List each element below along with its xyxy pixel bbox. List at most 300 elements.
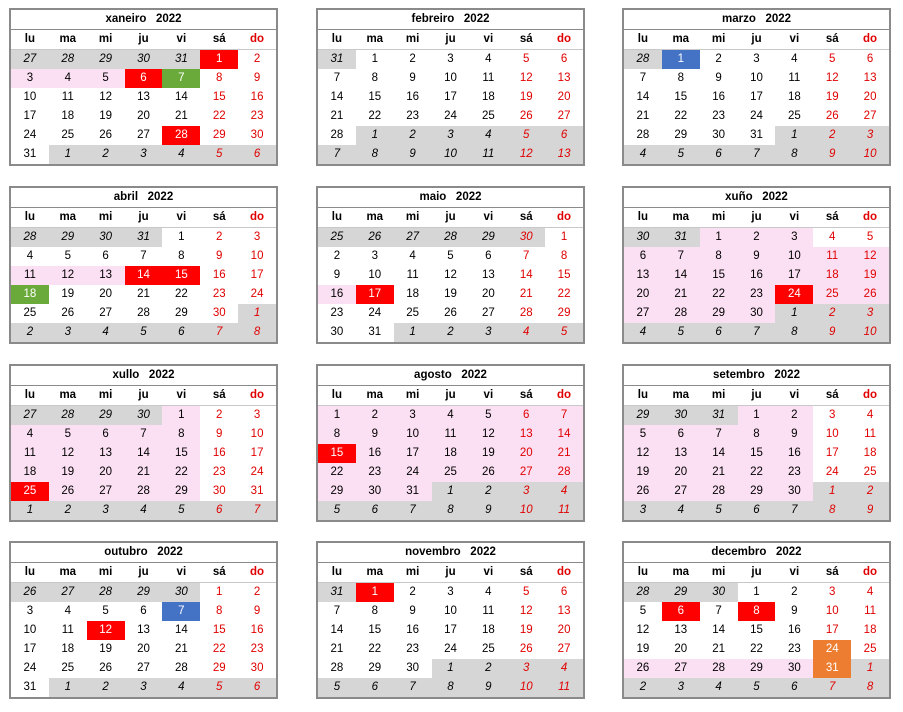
day-cell[interactable]: 5: [829, 53, 836, 65]
day-cell[interactable]: 26: [624, 482, 662, 501]
day-cell[interactable]: 27: [557, 643, 571, 655]
day-cell[interactable]: 29: [738, 482, 776, 501]
day-cell[interactable]: 9: [738, 247, 776, 266]
day-cell[interactable]: 12: [49, 266, 87, 285]
day-cell[interactable]: 4: [662, 501, 700, 520]
day-cell[interactable]: 12: [99, 91, 113, 103]
day-cell[interactable]: 9: [409, 72, 416, 84]
day-cell[interactable]: 28: [49, 50, 87, 69]
day-cell[interactable]: 26: [624, 659, 662, 678]
day-cell[interactable]: 4: [469, 126, 507, 145]
day-cell[interactable]: 16: [212, 269, 226, 281]
day-cell[interactable]: 26: [444, 307, 457, 319]
day-cell[interactable]: 21: [174, 643, 188, 655]
day-cell[interactable]: 30: [250, 129, 264, 141]
day-cell[interactable]: 2: [253, 586, 261, 598]
day-cell[interactable]: 5: [87, 69, 125, 88]
day-cell[interactable]: 17: [250, 447, 264, 459]
day-cell[interactable]: 13: [624, 266, 662, 285]
day-cell[interactable]: 13: [137, 624, 150, 636]
day-cell[interactable]: 29: [162, 482, 200, 501]
day-cell[interactable]: 5: [507, 126, 545, 145]
day-cell[interactable]: 6: [662, 602, 700, 621]
day-cell[interactable]: 1: [560, 231, 568, 243]
day-cell[interactable]: 22: [368, 110, 382, 122]
day-cell[interactable]: 21: [174, 110, 188, 122]
day-cell[interactable]: 31: [662, 228, 700, 247]
day-cell[interactable]: 20: [557, 624, 571, 636]
day-cell[interactable]: 8: [700, 247, 738, 266]
day-cell[interactable]: 4: [26, 250, 34, 262]
day-cell[interactable]: 6: [560, 586, 568, 598]
day-cell[interactable]: 27: [137, 129, 150, 141]
day-cell[interactable]: 2: [813, 126, 851, 145]
day-cell[interactable]: 28: [636, 129, 650, 141]
day-cell[interactable]: 2: [216, 231, 223, 243]
day-cell[interactable]: 27: [87, 482, 125, 501]
day-cell[interactable]: 7: [318, 145, 356, 164]
day-cell[interactable]: 25: [813, 285, 851, 304]
day-cell[interactable]: 20: [99, 288, 113, 300]
day-cell[interactable]: 30: [662, 406, 700, 425]
day-cell[interactable]: 3: [125, 145, 163, 164]
day-cell[interactable]: 19: [99, 643, 113, 655]
day-cell[interactable]: 25: [23, 307, 37, 319]
day-cell[interactable]: 3: [87, 501, 125, 520]
day-cell[interactable]: 25: [11, 482, 49, 501]
day-cell[interactable]: 2: [775, 406, 813, 425]
day-cell[interactable]: 2: [87, 678, 125, 697]
day-cell[interactable]: 28: [162, 126, 200, 145]
day-cell[interactable]: 8: [371, 72, 378, 84]
day-cell[interactable]: 17: [775, 266, 813, 285]
day-cell[interactable]: 20: [624, 285, 662, 304]
day-cell[interactable]: 10: [507, 678, 545, 697]
day-cell[interactable]: 18: [61, 110, 75, 122]
day-cell[interactable]: 9: [851, 501, 889, 520]
day-cell[interactable]: 8: [162, 425, 200, 444]
day-cell[interactable]: 25: [318, 228, 356, 247]
day-cell[interactable]: 21: [519, 288, 533, 300]
day-cell[interactable]: 11: [864, 428, 877, 440]
day-cell[interactable]: 28: [662, 304, 700, 323]
day-cell[interactable]: 28: [125, 482, 163, 501]
day-cell[interactable]: 7: [200, 323, 238, 342]
day-cell[interactable]: 26: [356, 228, 394, 247]
day-cell[interactable]: 1: [753, 586, 760, 598]
day-cell[interactable]: 5: [624, 425, 662, 444]
day-cell[interactable]: 28: [700, 482, 738, 501]
day-cell[interactable]: 17: [750, 91, 763, 103]
day-cell[interactable]: 22: [700, 285, 738, 304]
day-cell[interactable]: 19: [624, 463, 662, 482]
day-cell[interactable]: 20: [137, 110, 150, 122]
day-cell[interactable]: 9: [253, 72, 261, 84]
day-cell[interactable]: 29: [87, 50, 125, 69]
day-cell[interactable]: 8: [775, 323, 813, 342]
day-cell[interactable]: 29: [674, 129, 688, 141]
day-cell[interactable]: 5: [318, 678, 356, 697]
day-cell[interactable]: 28: [87, 583, 125, 602]
day-cell[interactable]: 8: [775, 145, 813, 164]
day-cell[interactable]: 31: [23, 681, 37, 693]
day-cell[interactable]: 18: [787, 91, 801, 103]
day-cell[interactable]: 21: [125, 463, 163, 482]
day-cell[interactable]: 8: [238, 323, 276, 342]
day-cell[interactable]: 29: [700, 304, 738, 323]
day-cell[interactable]: 12: [636, 624, 650, 636]
day-cell[interactable]: 14: [174, 91, 188, 103]
day-cell[interactable]: 3: [11, 69, 49, 88]
day-cell[interactable]: 29: [87, 406, 125, 425]
day-cell[interactable]: 8: [677, 72, 684, 84]
day-cell[interactable]: 30: [250, 662, 264, 674]
day-cell[interactable]: 9: [775, 425, 813, 444]
day-cell[interactable]: 1: [356, 583, 394, 602]
day-cell[interactable]: 30: [700, 583, 738, 602]
day-cell[interactable]: 8: [738, 425, 776, 444]
day-cell[interactable]: 6: [140, 605, 147, 617]
day-cell[interactable]: 29: [212, 662, 226, 674]
day-cell[interactable]: 3: [775, 228, 813, 247]
day-cell[interactable]: 17: [356, 285, 394, 304]
day-cell[interactable]: 3: [394, 406, 432, 425]
day-cell[interactable]: 2: [813, 304, 851, 323]
day-cell[interactable]: 21: [137, 288, 150, 300]
day-cell[interactable]: 1: [662, 50, 700, 69]
day-cell[interactable]: 6: [485, 250, 492, 262]
day-cell[interactable]: 18: [406, 288, 420, 300]
day-cell[interactable]: 22: [368, 643, 382, 655]
day-cell[interactable]: 5: [162, 501, 200, 520]
day-cell[interactable]: 26: [519, 643, 533, 655]
day-cell[interactable]: 28: [700, 659, 738, 678]
day-cell[interactable]: 10: [750, 72, 763, 84]
day-cell[interactable]: 19: [851, 266, 889, 285]
day-cell[interactable]: 26: [851, 285, 889, 304]
day-cell[interactable]: 29: [469, 228, 507, 247]
day-cell[interactable]: 16: [212, 447, 226, 459]
day-cell[interactable]: 2: [409, 53, 416, 65]
day-cell[interactable]: 26: [519, 110, 533, 122]
day-cell[interactable]: 9: [216, 428, 223, 440]
day-cell[interactable]: 1: [49, 145, 87, 164]
day-cell[interactable]: 12: [444, 269, 457, 281]
day-cell[interactable]: 20: [557, 91, 571, 103]
day-cell[interactable]: 7: [715, 605, 722, 617]
day-cell[interactable]: 30: [712, 129, 726, 141]
day-cell[interactable]: 10: [825, 605, 839, 617]
day-cell[interactable]: 1: [775, 304, 813, 323]
day-cell[interactable]: 12: [519, 72, 533, 84]
day-cell[interactable]: 31: [250, 485, 264, 497]
day-cell[interactable]: 8: [178, 250, 185, 262]
day-cell[interactable]: 19: [825, 91, 839, 103]
day-cell[interactable]: 27: [863, 110, 877, 122]
day-cell[interactable]: 3: [253, 231, 261, 243]
day-cell[interactable]: 31: [750, 129, 763, 141]
day-cell[interactable]: 23: [212, 466, 226, 478]
day-cell[interactable]: 3: [447, 53, 454, 65]
day-cell[interactable]: 15: [700, 266, 738, 285]
day-cell[interactable]: 7: [738, 323, 776, 342]
day-cell[interactable]: 28: [174, 662, 188, 674]
day-cell[interactable]: 2: [87, 145, 125, 164]
day-cell[interactable]: 7: [394, 501, 432, 520]
day-cell[interactable]: 5: [125, 323, 163, 342]
day-cell[interactable]: 23: [356, 463, 394, 482]
day-cell[interactable]: 2: [216, 409, 223, 421]
day-cell[interactable]: 2: [469, 482, 507, 501]
day-cell[interactable]: 1: [200, 50, 238, 69]
day-cell[interactable]: 20: [137, 643, 150, 655]
day-cell[interactable]: 18: [813, 266, 851, 285]
day-cell[interactable]: 28: [330, 129, 344, 141]
day-cell[interactable]: 1: [371, 53, 378, 65]
day-cell[interactable]: 27: [557, 110, 571, 122]
day-cell[interactable]: 2: [432, 323, 470, 342]
day-cell[interactable]: 18: [481, 91, 495, 103]
day-cell[interactable]: 31: [394, 482, 432, 501]
day-cell[interactable]: 3: [851, 304, 889, 323]
day-cell[interactable]: 5: [523, 53, 530, 65]
day-cell[interactable]: 6: [102, 250, 109, 262]
day-cell[interactable]: 16: [250, 624, 264, 636]
day-cell[interactable]: 3: [829, 409, 836, 421]
day-cell[interactable]: 4: [700, 678, 738, 697]
day-cell[interactable]: 11: [482, 605, 495, 617]
day-cell[interactable]: 7: [162, 69, 200, 88]
day-cell[interactable]: 15: [162, 444, 200, 463]
day-cell[interactable]: 3: [753, 53, 760, 65]
day-cell[interactable]: 17: [444, 624, 457, 636]
day-cell[interactable]: 12: [507, 145, 545, 164]
day-cell[interactable]: 23: [406, 643, 420, 655]
day-cell[interactable]: 15: [212, 624, 226, 636]
day-cell[interactable]: 24: [23, 129, 37, 141]
day-cell[interactable]: 13: [557, 72, 571, 84]
day-cell[interactable]: 13: [507, 425, 545, 444]
day-cell[interactable]: 23: [250, 643, 264, 655]
day-cell[interactable]: 5: [447, 250, 454, 262]
day-cell[interactable]: 28: [330, 662, 344, 674]
day-cell[interactable]: 29: [368, 662, 382, 674]
day-cell[interactable]: 6: [775, 678, 813, 697]
day-cell[interactable]: 2: [49, 501, 87, 520]
day-cell[interactable]: 25: [432, 463, 470, 482]
day-cell[interactable]: 21: [545, 444, 583, 463]
day-cell[interactable]: 29: [174, 307, 188, 319]
day-cell[interactable]: 16: [738, 266, 776, 285]
day-cell[interactable]: 3: [371, 250, 378, 262]
day-cell[interactable]: 12: [87, 621, 125, 640]
day-cell[interactable]: 4: [507, 323, 545, 342]
day-cell[interactable]: 24: [444, 110, 457, 122]
day-cell[interactable]: 31: [700, 406, 738, 425]
day-cell[interactable]: 1: [432, 659, 470, 678]
day-cell[interactable]: 7: [545, 406, 583, 425]
day-cell[interactable]: 23: [712, 110, 726, 122]
day-cell[interactable]: 24: [250, 288, 264, 300]
day-cell[interactable]: 1: [813, 482, 851, 501]
day-cell[interactable]: 28: [624, 583, 662, 602]
day-cell[interactable]: 19: [61, 288, 75, 300]
day-cell[interactable]: 2: [333, 250, 341, 262]
day-cell[interactable]: 19: [519, 91, 533, 103]
day-cell[interactable]: 31: [162, 50, 200, 69]
day-cell[interactable]: 5: [318, 501, 356, 520]
day-cell[interactable]: 14: [636, 91, 650, 103]
day-cell[interactable]: 4: [624, 145, 662, 164]
day-cell[interactable]: 14: [125, 444, 163, 463]
day-cell[interactable]: 30: [356, 482, 394, 501]
day-cell[interactable]: 9: [715, 72, 722, 84]
day-cell[interactable]: 12: [49, 444, 87, 463]
day-cell[interactable]: 20: [662, 463, 700, 482]
day-cell[interactable]: 16: [787, 624, 801, 636]
day-cell[interactable]: 11: [788, 72, 801, 84]
day-cell[interactable]: 28: [432, 228, 470, 247]
day-cell[interactable]: 6: [162, 323, 200, 342]
day-cell[interactable]: 24: [250, 466, 264, 478]
day-cell[interactable]: 10: [851, 145, 889, 164]
day-cell[interactable]: 7: [700, 425, 738, 444]
day-cell[interactable]: 11: [469, 145, 507, 164]
day-cell[interactable]: 17: [394, 444, 432, 463]
day-cell[interactable]: 22: [212, 110, 226, 122]
day-cell[interactable]: 1: [851, 659, 889, 678]
day-cell[interactable]: 14: [700, 444, 738, 463]
day-cell[interactable]: 4: [545, 659, 583, 678]
day-cell[interactable]: 4: [866, 409, 874, 421]
day-cell[interactable]: 13: [863, 72, 877, 84]
day-cell[interactable]: 4: [791, 53, 798, 65]
day-cell[interactable]: 11: [406, 269, 419, 281]
day-cell[interactable]: 16: [356, 444, 394, 463]
day-cell[interactable]: 2: [851, 482, 889, 501]
day-cell[interactable]: 6: [356, 678, 394, 697]
day-cell[interactable]: 1: [49, 678, 87, 697]
day-cell[interactable]: 14: [519, 269, 533, 281]
day-cell[interactable]: 8: [432, 501, 470, 520]
day-cell[interactable]: 23: [738, 285, 776, 304]
day-cell[interactable]: 15: [368, 624, 382, 636]
day-cell[interactable]: 19: [49, 463, 87, 482]
day-cell[interactable]: 2: [356, 406, 394, 425]
day-cell[interactable]: 21: [330, 110, 344, 122]
day-cell[interactable]: 25: [481, 110, 495, 122]
day-cell[interactable]: 26: [61, 307, 75, 319]
day-cell[interactable]: 3: [624, 501, 662, 520]
day-cell[interactable]: 7: [333, 72, 341, 84]
day-cell[interactable]: 3: [829, 586, 836, 598]
day-cell[interactable]: 1: [738, 406, 776, 425]
day-cell[interactable]: 17: [250, 269, 264, 281]
day-cell[interactable]: 11: [11, 444, 49, 463]
day-cell[interactable]: 21: [662, 285, 700, 304]
day-cell[interactable]: 15: [212, 91, 226, 103]
day-cell[interactable]: 31: [318, 583, 356, 602]
day-cell[interactable]: 15: [368, 91, 382, 103]
day-cell[interactable]: 22: [738, 463, 776, 482]
day-cell[interactable]: 16: [406, 624, 420, 636]
day-cell[interactable]: 9: [409, 605, 416, 617]
day-cell[interactable]: 2: [791, 586, 798, 598]
day-cell[interactable]: 6: [356, 501, 394, 520]
day-cell[interactable]: 17: [825, 447, 839, 459]
day-cell[interactable]: 17: [23, 110, 37, 122]
day-cell[interactable]: 27: [481, 307, 495, 319]
day-cell[interactable]: 5: [639, 605, 647, 617]
day-cell[interactable]: 22: [212, 643, 226, 655]
day-cell[interactable]: 31: [368, 326, 382, 338]
day-cell[interactable]: 14: [545, 425, 583, 444]
day-cell[interactable]: 4: [162, 678, 200, 697]
day-cell[interactable]: 11: [61, 624, 74, 636]
day-cell[interactable]: 31: [813, 659, 851, 678]
day-cell[interactable]: 5: [545, 323, 583, 342]
day-cell[interactable]: 18: [432, 444, 470, 463]
day-cell[interactable]: 9: [333, 269, 341, 281]
day-cell[interactable]: 31: [23, 148, 37, 160]
day-cell[interactable]: 6: [624, 247, 662, 266]
day-cell[interactable]: 1: [238, 304, 276, 323]
day-cell[interactable]: 5: [102, 605, 109, 617]
day-cell[interactable]: 10: [23, 91, 37, 103]
day-cell[interactable]: 1: [394, 323, 432, 342]
day-cell[interactable]: 24: [23, 662, 37, 674]
day-cell[interactable]: 1: [162, 406, 200, 425]
day-cell[interactable]: 7: [333, 605, 341, 617]
day-cell[interactable]: 12: [825, 72, 839, 84]
day-cell[interactable]: 30: [330, 326, 344, 338]
day-cell[interactable]: 31: [318, 50, 356, 69]
day-cell[interactable]: 7: [523, 250, 530, 262]
day-cell[interactable]: 23: [250, 110, 264, 122]
day-cell[interactable]: 1: [432, 482, 470, 501]
day-cell[interactable]: 1: [318, 406, 356, 425]
day-cell[interactable]: 28: [624, 50, 662, 69]
day-cell[interactable]: 12: [469, 425, 507, 444]
day-cell[interactable]: 10: [250, 250, 264, 262]
day-cell[interactable]: 7: [738, 145, 776, 164]
day-cell[interactable]: 24: [750, 110, 763, 122]
day-cell[interactable]: 29: [125, 583, 163, 602]
day-cell[interactable]: 17: [825, 624, 839, 636]
day-cell[interactable]: 7: [813, 678, 851, 697]
day-cell[interactable]: 4: [49, 69, 87, 88]
day-cell[interactable]: 28: [49, 406, 87, 425]
day-cell[interactable]: 5: [662, 323, 700, 342]
day-cell[interactable]: 8: [216, 72, 223, 84]
day-cell[interactable]: 21: [712, 643, 726, 655]
day-cell[interactable]: 13: [545, 145, 583, 164]
day-cell[interactable]: 18: [863, 624, 877, 636]
day-cell[interactable]: 26: [825, 110, 839, 122]
day-cell[interactable]: 13: [87, 444, 125, 463]
day-cell[interactable]: 1: [216, 586, 223, 598]
day-cell[interactable]: 30: [738, 304, 776, 323]
day-cell[interactable]: 18: [863, 447, 877, 459]
day-cell[interactable]: 26: [99, 129, 113, 141]
day-cell[interactable]: 30: [212, 485, 226, 497]
day-cell[interactable]: 27: [394, 228, 432, 247]
day-cell[interactable]: 6: [560, 53, 568, 65]
day-cell[interactable]: 23: [330, 307, 344, 319]
day-cell[interactable]: 5: [700, 501, 738, 520]
day-cell[interactable]: 2: [715, 53, 722, 65]
day-cell[interactable]: 22: [750, 643, 763, 655]
